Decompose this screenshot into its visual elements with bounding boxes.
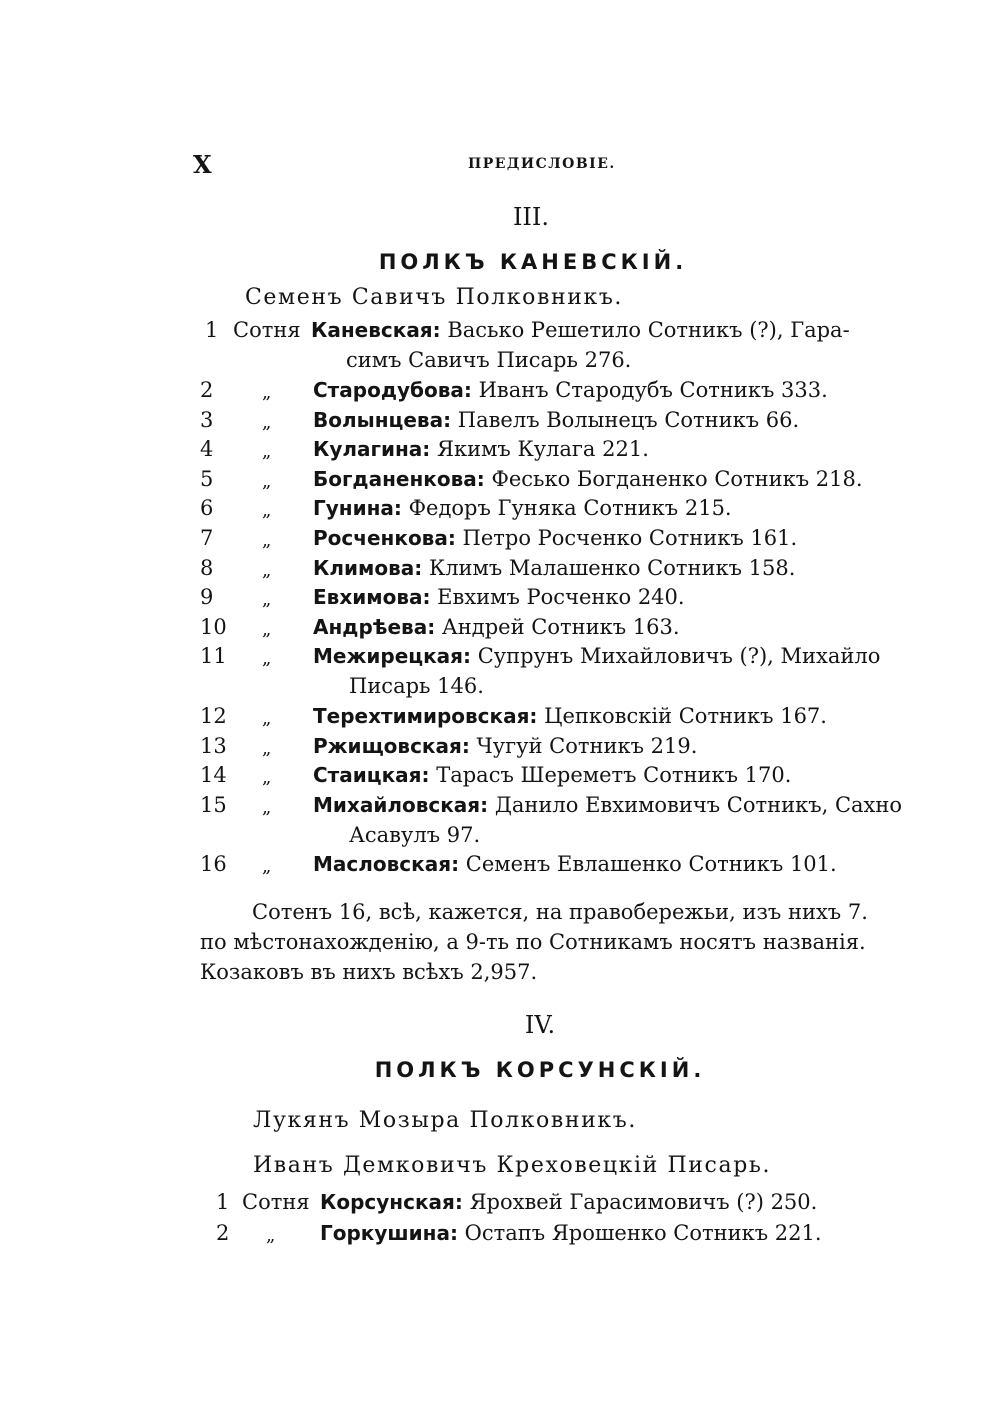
- sotnya-name: Кулагина:: [313, 437, 431, 461]
- sotnya-text: Тарасъ Шереметъ Сотникъ 170.: [436, 763, 792, 787]
- regiment-title-korsun: ПОЛКЪ КОРСУНСКІЙ.: [374, 1058, 706, 1082]
- running-title: ПРЕДИСЛОВІЕ.: [468, 156, 616, 172]
- ditto-mark: „: [262, 412, 272, 433]
- ditto-mark: „: [262, 441, 272, 462]
- sotnya-text: Федоръ Гуняка Сотникъ 215.: [408, 496, 732, 520]
- running-head: [193, 150, 883, 180]
- row-continuation: симъ Савичъ Писарь 276.: [346, 348, 632, 372]
- summary-paragraph: [200, 897, 880, 987]
- sotnya-text: Якимъ Кулага 221.: [437, 437, 649, 461]
- sotnya-text: Петро Росченко Сотникъ 161.: [462, 526, 798, 550]
- row-number: 3: [200, 408, 214, 432]
- scribe-line-korsun: Иванъ Демковичъ Креховецкій Писарь.: [253, 1153, 772, 1178]
- sotnya-name: Андрѣева:: [313, 615, 436, 639]
- sotnya-name: Стародубова:: [313, 378, 472, 402]
- summary-line-3: Козаковъ въ нихъ всѣхъ 2,957.: [200, 960, 538, 984]
- sotnya-text: Данило Евхимовичъ Сотникъ, Сахно: [494, 793, 903, 817]
- sotnya-text: Чугуй Сотникъ 219.: [476, 734, 698, 758]
- row-number: 15: [200, 793, 227, 817]
- sotnya-name: Ржищовская:: [313, 734, 470, 758]
- sotnya-text: Цепковскій Сотникъ 167.: [544, 704, 827, 728]
- ditto-mark: „: [262, 797, 272, 818]
- row-number: 2: [216, 1221, 230, 1245]
- row-number: 1: [216, 1190, 230, 1214]
- row-continuation: Писарь 146.: [349, 674, 484, 698]
- sotnya-name: Межирецкая:: [313, 644, 471, 668]
- ditto-mark: „: [262, 767, 272, 788]
- sotnya-name: Богданенкова:: [313, 467, 485, 491]
- sotnya-name: Стаицкая:: [313, 763, 430, 787]
- row-number: 7: [200, 526, 214, 550]
- sotnya-text: Васько Решетило Сотникъ (?), Гара-: [447, 318, 850, 342]
- row-number: 5: [200, 467, 214, 491]
- colonel-line-kanev: Семенъ Савичъ Полковникъ.: [245, 285, 624, 310]
- row-number: 4: [200, 437, 214, 461]
- ditto-mark: „: [262, 382, 272, 403]
- section-number-iii: III.: [512, 203, 550, 231]
- ditto-mark: „: [262, 471, 272, 492]
- row-number: 12: [200, 704, 227, 728]
- sotnya-name: Климова:: [313, 556, 423, 580]
- ditto-mark: „: [266, 1225, 276, 1246]
- colonel-line-korsun: Лукянъ Мозыра Полковникъ.: [253, 1108, 637, 1133]
- row-number: 6: [200, 496, 214, 520]
- regiment-title-kanev: ПОЛКЪ КАНЕВСКІЙ.: [378, 250, 688, 274]
- ditto-mark: „: [262, 560, 272, 581]
- sotnya-name: Гунина:: [313, 496, 402, 520]
- sotnya-text: Павелъ Волынецъ Сотникъ 66.: [457, 408, 800, 432]
- row-number: 2: [200, 378, 214, 402]
- row-number: 13: [200, 734, 227, 758]
- sotnya-name: Каневская:: [311, 318, 441, 342]
- row-number: 1: [205, 318, 219, 342]
- sotnya-text: Ярохвей Гарасимовичъ (?) 250.: [469, 1190, 818, 1214]
- sotnya-name: Волынцева:: [313, 408, 452, 432]
- sotnya-word: Сотня: [242, 1190, 310, 1214]
- row-number: 14: [200, 763, 227, 787]
- row-number: 9: [200, 585, 214, 609]
- ditto-mark: „: [262, 856, 272, 877]
- ditto-mark: „: [262, 530, 272, 551]
- sotnya-name: Евхимова:: [313, 585, 431, 609]
- sotnya-name: Росченкова:: [313, 526, 456, 550]
- row-number: 11: [200, 644, 227, 668]
- sotnya-text: Семенъ Евлашенко Сотникъ 101.: [465, 852, 837, 876]
- row-number: 10: [200, 615, 227, 639]
- ditto-mark: „: [262, 619, 272, 640]
- row-number: 8: [200, 556, 214, 580]
- page-number: X: [193, 150, 212, 179]
- ditto-mark: „: [262, 500, 272, 521]
- ditto-mark: „: [262, 648, 272, 669]
- sotnya-text: Остапъ Ярошенко Сотникъ 221.: [464, 1221, 822, 1245]
- summary-line-2: по мѣстонахожденію, а 9-ть по Сотникамъ носятъ названія.: [200, 930, 866, 954]
- ditto-mark: „: [262, 589, 272, 610]
- summary-line-1: Сотенъ 16, всѣ, кажется, на правобережьи, изъ нихъ 7.: [252, 900, 868, 924]
- sotnya-text: Супрунъ Михайловичъ (?), Михайло: [477, 644, 881, 668]
- row-number: 16: [200, 852, 227, 876]
- sotnya-name: Корсунская:: [320, 1190, 463, 1214]
- ditto-mark: „: [262, 738, 272, 759]
- sotnya-text: Климъ Малашенко Сотникъ 158.: [428, 556, 796, 580]
- sotnya-text: Иванъ Стародубъ Сотникъ 333.: [478, 378, 828, 402]
- ditto-mark: „: [262, 708, 272, 729]
- sotnya-name: Горкушина:: [320, 1221, 458, 1245]
- section-number-iv: IV.: [524, 1011, 556, 1039]
- sotnya-name: Масловская:: [313, 852, 460, 876]
- sotnya-text: Евхимъ Росченко 240.: [437, 585, 685, 609]
- sotnya-name: Михайловская:: [313, 793, 489, 817]
- sotnya-text: Андрей Сотникъ 163.: [441, 615, 680, 639]
- sotnya-text: Фесько Богданенко Сотникъ 218.: [491, 467, 863, 491]
- sotnya-word: Сотня: [233, 318, 301, 342]
- row-continuation: Асавулъ 97.: [349, 823, 481, 847]
- sotnya-name: Терехтимировская:: [313, 704, 538, 728]
